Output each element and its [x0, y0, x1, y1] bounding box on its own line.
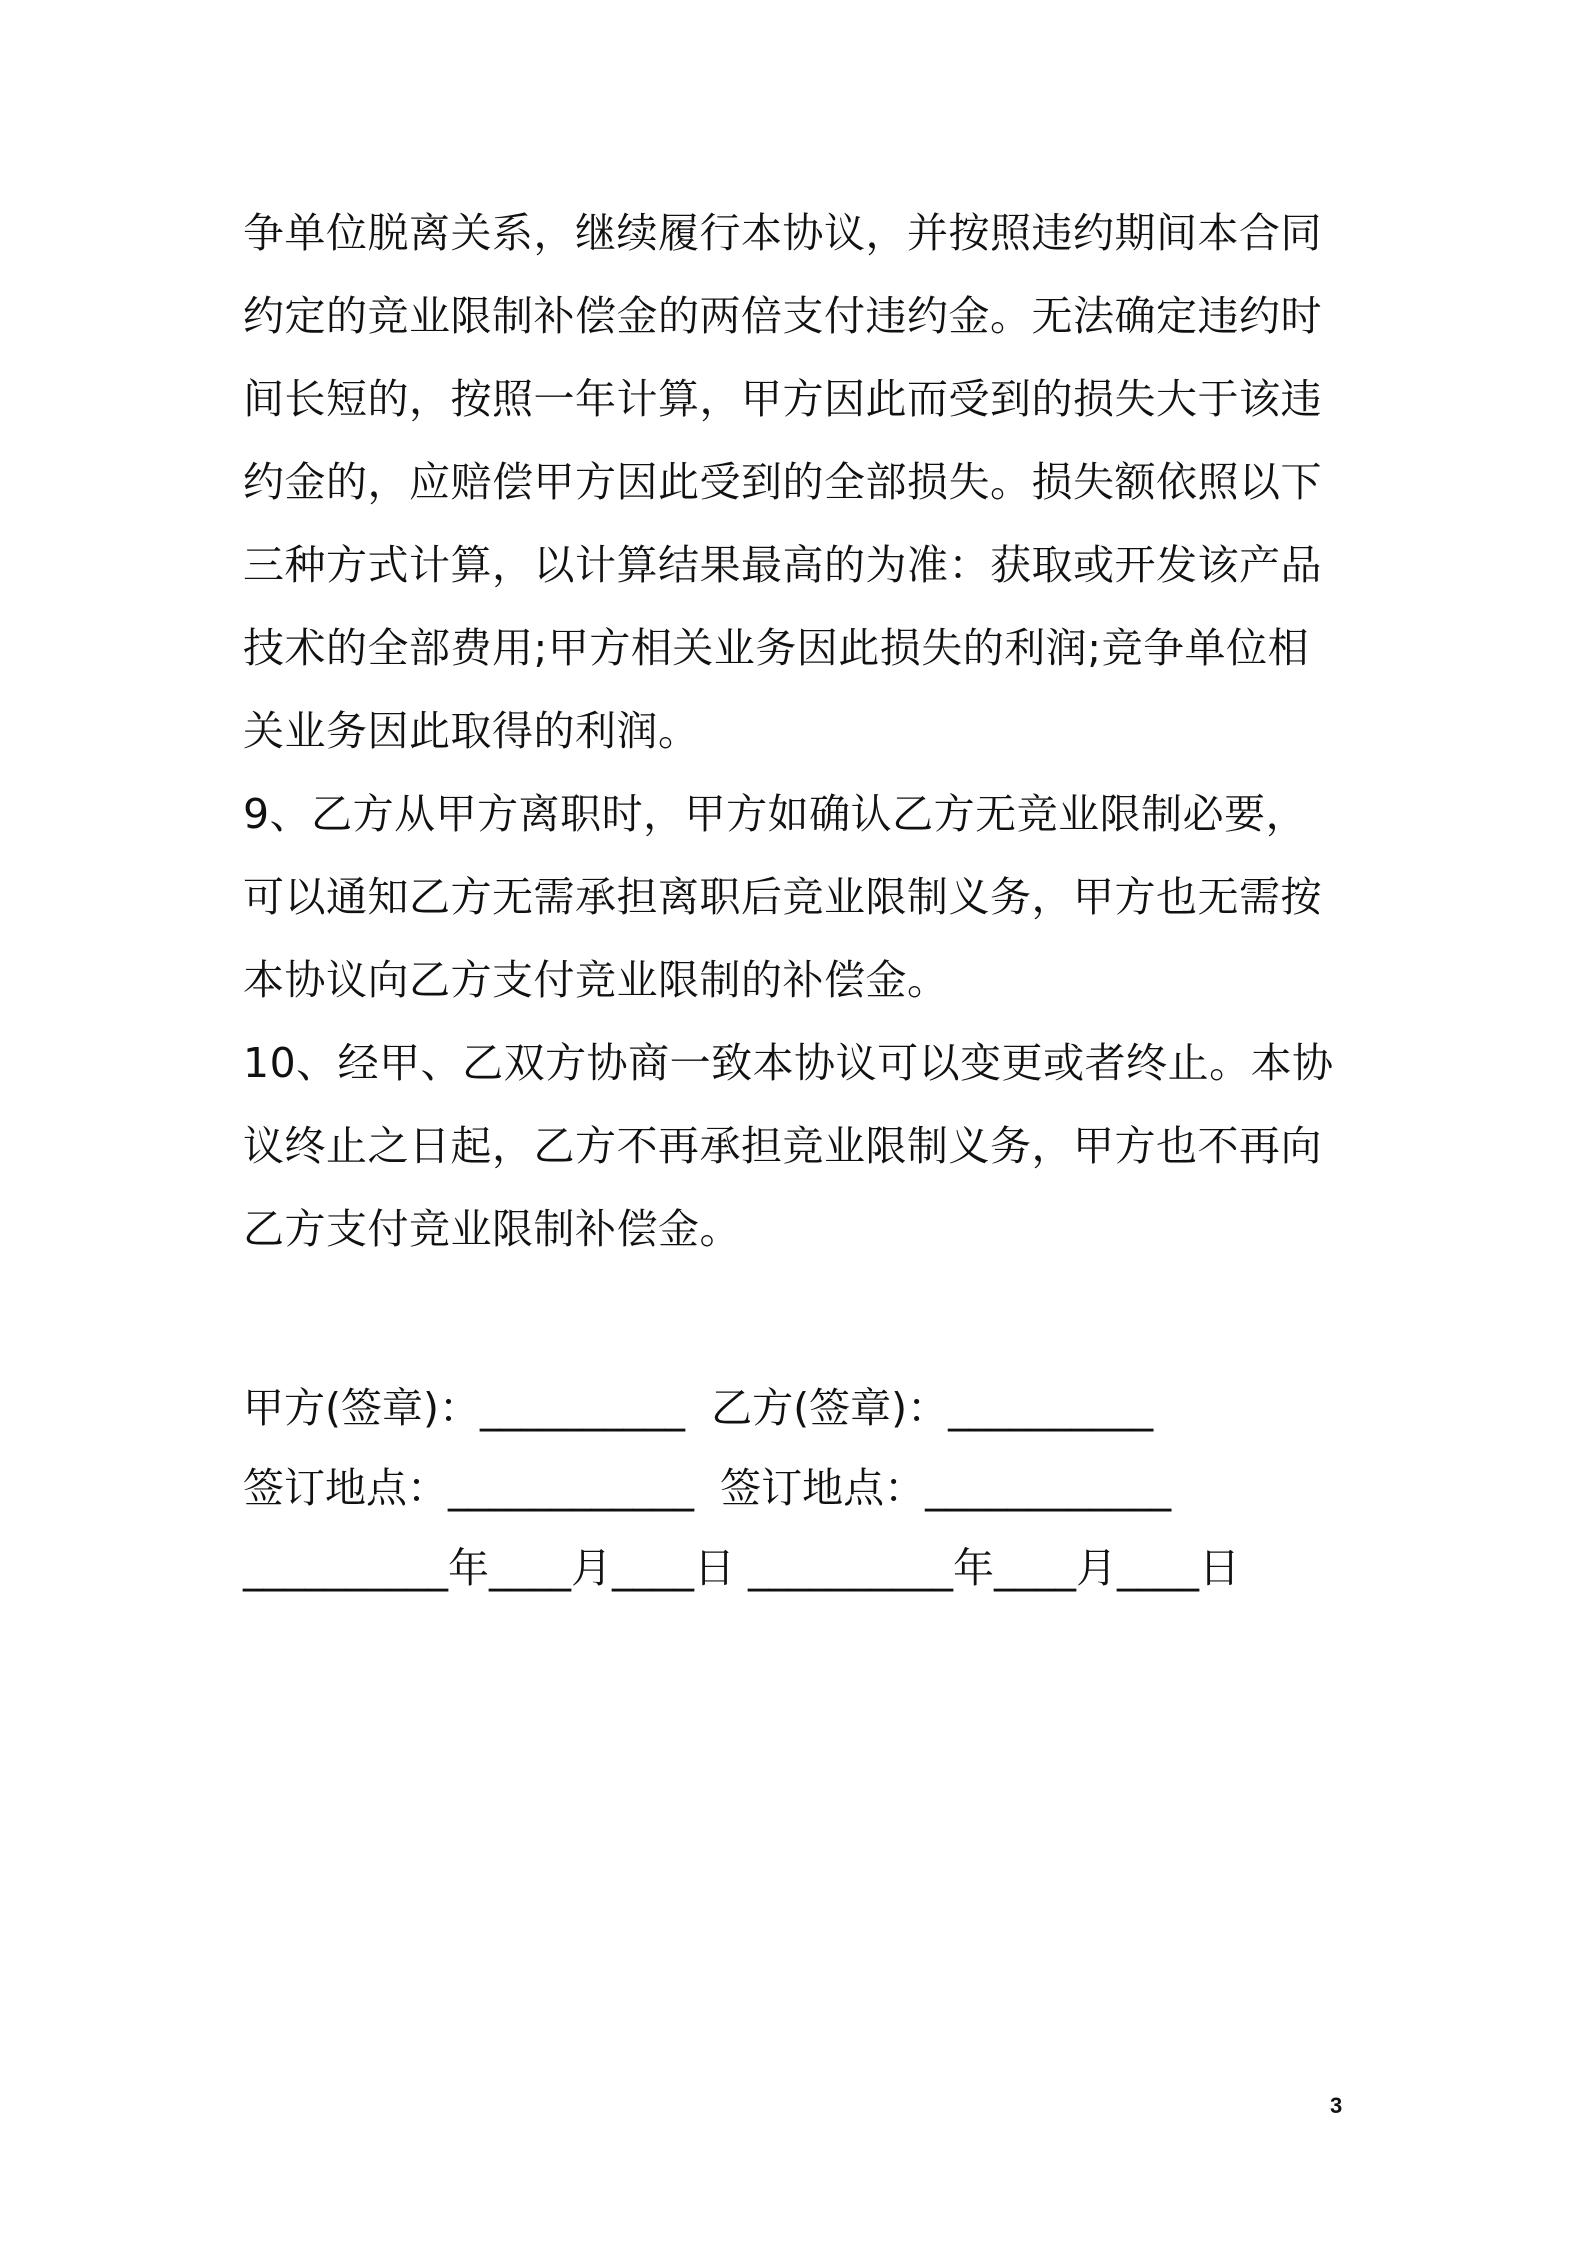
signature-block: [243, 1368, 1363, 1608]
party-b-seal: 乙方(签章)：__________: [711, 1384, 1154, 1432]
body-line: 关业务因此取得的利润。: [243, 707, 700, 755]
party-b-place: 签订地点：____________: [720, 1464, 1172, 1512]
party-b-date: __________年____月____日: [748, 1544, 1241, 1592]
page-number: 3: [1330, 2093, 1343, 2118]
body-line: 约定的竞业限制补偿金的两倍支付违约金。无法确定违约时: [243, 292, 1322, 340]
body-line: 技术的全部费用;甲方相关业务因此损失的利润;竞争单位相: [243, 624, 1310, 672]
contract-body: [243, 192, 1363, 1271]
party-a-place: 签订地点：____________: [243, 1464, 694, 1512]
body-line: 间长短的，按照一年计算，甲方因此而受到的损失大于该违: [243, 375, 1322, 423]
clause-9-line: 本协议向乙方支付竞业限制的补偿金。: [243, 956, 949, 1004]
body-line: 约金的，应赔偿甲方因此受到的全部损失。损失额依照以下: [243, 458, 1322, 506]
clause-10-line: 乙方支付竞业限制补偿金。: [243, 1205, 741, 1253]
body-line: 三种方式计算，以计算结果最高的为准：获取或开发该产品: [243, 541, 1322, 589]
party-a-date: __________年____月____日: [243, 1544, 735, 1592]
seal-row: [243, 1368, 1363, 1448]
body-line: 争单位脱离关系，继续履行本协议，并按照违约期间本合同: [243, 209, 1322, 257]
place-row: [243, 1448, 1363, 1528]
clause-9-line: 可以通知乙方无需承担离职后竞业限制义务，甲方也无需按: [243, 873, 1322, 921]
clause-10-line: 议终止之日起，乙方不再承担竞业限制义务，甲方也不再向: [243, 1122, 1322, 1170]
date-row: [243, 1528, 1363, 1608]
clause-10-line: 10、经甲、乙双方协商一致本协议可以变更或者终止。本协: [243, 1039, 1334, 1087]
party-a-seal: 甲方(签章)：__________: [243, 1384, 685, 1432]
clause-9-line: 9、乙方从甲方离职时，甲方如确认乙方无竞业限制必要，: [243, 790, 1308, 838]
